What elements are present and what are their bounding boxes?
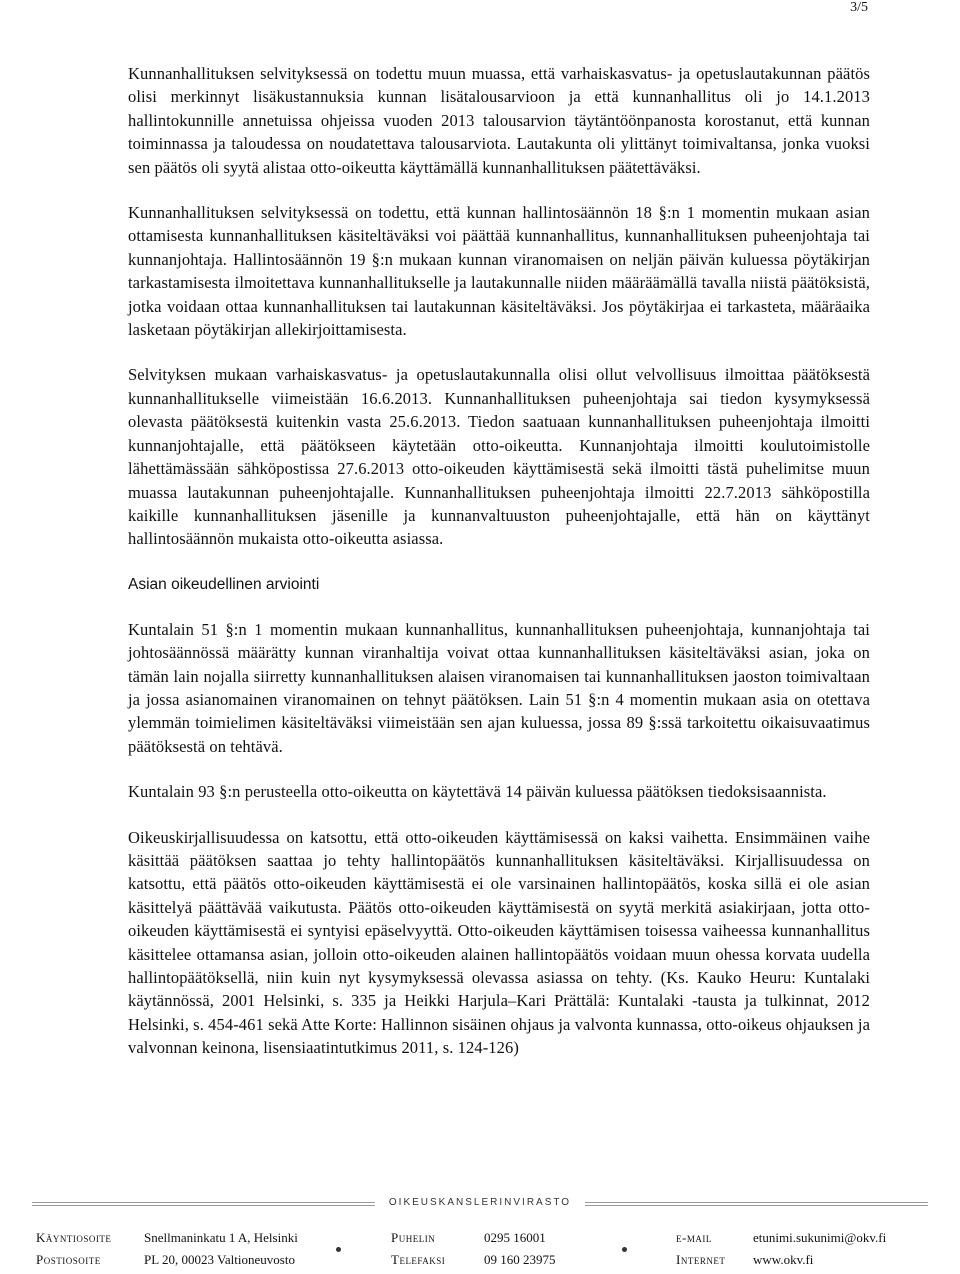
- paragraph-3: Selvityksen mukaan varhaiskasvatus- ja opetuslautakunnalla olisi ollut velvollisuus ilmoittaa päätöksestä kunnanhallitukselle viimeistään 16.6.2013. Kunnanhallituksen puheenjohtaja sai tiedon kysymyksessä olevasta päätöksestä kuitenkin vasta 25.6.2013. Tiedon saatuaan kunnanhallituksen puheenjohtaja ilmoitti kunnanjohtajalle, että päätökseen käytetään otto-oikeutta. Kunnanjohtaja ilmoitti koulutoimistolle lähettämässään sähköpostissa 27.6.2013 otto-oikeuden käyttämisestä sekä ilmoitti tästä puhelimitse muun muassa lautakunnan puheenjohtajalle. Kunnanhallituksen puheenjohtaja ilmoitti 22.7.2013 sähköpostilla kaikille kunnanhallituksen jäsenille ja kunnanvaltuuston puheenjohtajalle, että hän on käyttänyt hallintosäännön mukaista otto-oikeutta asiassa.: [128, 365, 870, 549]
- footer-row-2: [36, 1252, 916, 1274]
- visit-address-value: Snellmaninkatu 1 A, Helsinki: [144, 1230, 298, 1245]
- footer-row-1: [36, 1230, 916, 1252]
- paragraph-6: Oikeuskirjallisuudessa on katsottu, että otto-oikeuden käyttämisessä on kaksi vaihetta. Ensimmäinen vaihe käsittää päätöksen saattaa jo tehty hallintopäätös kunnanhallituksen käsiteltäväksi. Kirjallisuudessa on katsottu, että päätös otto-oikeuden käyttämisestä ei ole varsinainen hallintopäätös, koska sillä ei ole asian käsittelyä päättävää vaikutusta. Päätös otto-oikeuden käyttämisestä on syytä merkitä asiakirjaan, jotta otto-oikeuden käyttämisestä ei syntyisi epäselvyyttä. Otto-oikeuden käyttämisen toisessa vaiheessa kunnanhallitus käsittelee ottamansa asian, jolloin otto-oikeuden alainen hallintopäätös voidaan muun ohessa korvata uudella hallintopäätöksellä, niin kuin nyt kysymyksessä olevassa asiassa on tehty. (Ks. Kauko Heuru: Kuntalaki käytännössä, 2001 Helsinki, s. 335 ja Heikki Harjula–Kari Prättälä: Kuntalaki -tausta ja tulkinnat, 2012 Helsinki, s. 454-461 sekä Atte Korte: Hallinnon sisäinen ohjaus ja valvonta kunnassa, otto-oikeus ohjauksen ja valvonnan keinona, lisensiaatintutkimus 2011, s. 124-126): [128, 827, 870, 1058]
- postal-address-label: Postiosoite: [36, 1252, 101, 1267]
- internet-value[interactable]: www.okv.fi: [753, 1252, 814, 1267]
- paragraph-4: Kuntalain 51 §:n 1 momentin mukaan kunnanhallitus, kunnanhallituksen puheenjohtaja, kunnanjohtaja tai johtosäännössä määrätty kunnan viranhaltija voivat ottaa kunnanhallituksen käsiteltäväksi asian, joka on tämän lain nojalla siirretty kunnanhallituksen alaisen viranomaisen tai kunnanhallituksen jaoston toimivaltaan ja jossa asianomainen viranomainen on tehnyt päätöksen. Lain 51 §:n 4 momentin mukaan asia on otettava ylemmän toimielimen käsiteltäväksi viimeistään sen ajan kuluessa, jossa 89 §:ssä tarkoitettu oikaisuvaatimus päätöksestä on tehtävä.: [128, 619, 870, 756]
- email-label: e-mail: [676, 1230, 712, 1245]
- section-heading: Asian oikeudellinen arviointi: [128, 575, 320, 593]
- paragraph-2: Kunnanhallituksen selvityksessä on todettu, että kunnan hallintosäännön 18 §:n 1 momentin mukaan asian ottamisesta kunnanhallituksen käsiteltäväksi voi päättää kunnanhallitus, kunnanhallituksen puheenjohtaja tai kunnanjohtaja. Hallintosäännön 19 §:n mukaan kunnan viranomaisen on neljän päivän kuluessa pöytäkirjan tarkastamisesta ilmoitettava kunnanhallitukselle ja lautakunnalle niiden määräämällä tavalla niistä päätöksistä, jotka voidaan ottaa kunnanhallituksen tai lautakunnan käsiteltäväksi. Jos pöytäkirjaa ei tarkasteta, määräaika lasketaan pöytäkirjan allekirjoittamisesta.: [128, 203, 870, 340]
- paragraph-1: Kunnanhallituksen selvityksessä on todettu muun muassa, että varhaiskasvatus- ja opetuslautakunnan päätös olisi merkinnyt lisäkustannuksia kunnan lisätalousarvioon ja että kunnanhallitus oli jo 14.1.2013 hallintokunnille annetuissa ohjeissa vuoden 2013 talousarvion täytäntöönpanosta korostanut, että kunnan toiminnassa ja taloudessa on noudatettava talousarviota. Lautakunta oli ylittänyt toimivaltansa, jonka vuoksi sen päätös oli syytä alistaa otto-oikeutta käyttämällä kunnanhallituksen päätettäväksi.: [128, 64, 870, 177]
- footer-divider: [32, 1197, 928, 1211]
- visit-address-label: Käyntiosoite: [36, 1230, 112, 1245]
- footer-contact: [36, 1230, 916, 1274]
- footer-brand: OIKEUSKANSLERINVIRASTO: [375, 1197, 585, 1208]
- fax-value: 09 160 23975: [484, 1252, 556, 1267]
- phone-value: 0295 16001: [484, 1230, 546, 1245]
- page-number: 3/5: [850, 0, 868, 15]
- paragraph-5: Kuntalain 93 §:n perusteella otto-oikeutta on käytettävä 14 päivän kuluessa päätöksen tiedoksisaannista.: [128, 782, 827, 802]
- footer-bullet-1: [336, 1247, 341, 1252]
- phone-label: Puhelin: [391, 1230, 436, 1245]
- postal-address-value: PL 20, 00023 Valtioneuvosto: [144, 1252, 295, 1267]
- document-body: [128, 62, 870, 1060]
- email-value[interactable]: etunimi.sukunimi@okv.fi: [753, 1230, 887, 1245]
- fax-label: Telefaksi: [391, 1252, 446, 1267]
- internet-label: Internet: [676, 1252, 726, 1267]
- footer-bullet-2: [622, 1247, 627, 1252]
